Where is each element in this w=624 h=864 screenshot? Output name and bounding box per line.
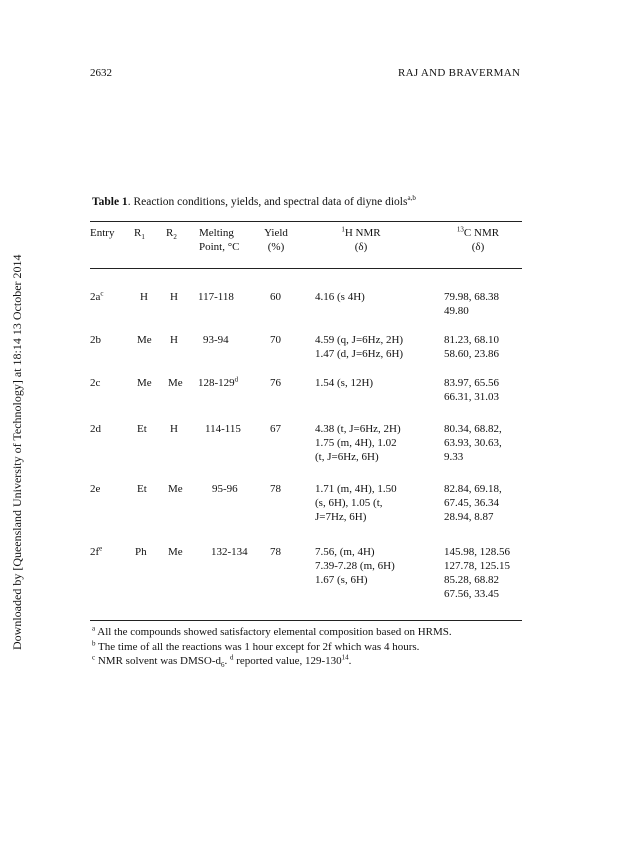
row-r2: Me	[168, 483, 183, 495]
col-h-nmr: $^1$H NMR (δ)	[341, 225, 381, 253]
row-r2: H	[170, 423, 178, 435]
col-entry: Entry	[90, 227, 115, 239]
col-yield: Yield (%)	[264, 227, 288, 253]
row-h-nmr: 1.71 (m, 4H), 1.50 (s, 6H), 1.05 (t, J=7Hz, 6H)	[315, 483, 397, 523]
row-r2: H	[170, 334, 178, 346]
row-entry: 2e	[90, 483, 101, 495]
row-yield: 60	[270, 291, 281, 303]
table-label: Table 1	[92, 196, 128, 208]
row-r1: Me	[137, 377, 152, 389]
row-h-nmr: 4.38 (t, J=6Hz, 2H) 1.75 (m, 4H), 1.02 (t, J=6Hz, 6H)	[315, 423, 401, 463]
col-r1: $R_1$	[134, 227, 145, 242]
row-c-nmr: 82.84, 69.18, 67.45, 36.34 28.94, 8.87	[444, 483, 502, 523]
row-yield: 76	[270, 377, 281, 389]
row-c-nmr: 81.23, 68.10 58.60, 23.86	[444, 334, 499, 360]
row-h-nmr: 1.54 (s, 12H)	[315, 377, 374, 389]
row-entry: $2f^e$	[90, 544, 103, 558]
col-c-nmr: $^{13}$C NMR (δ)	[456, 225, 500, 253]
row-melting-point: 95-96	[212, 483, 238, 495]
col-r2: $R_2$	[166, 227, 177, 242]
bottom-rule	[90, 620, 522, 621]
row-melting-point: 132-134	[211, 546, 248, 558]
row-r1: Et	[137, 423, 147, 435]
row-r1: Ph	[135, 546, 147, 558]
row-yield: 78	[270, 483, 281, 495]
top-rule	[90, 221, 522, 222]
row-melting-point: 93-94	[203, 334, 229, 346]
table-caption-marks: a,b	[407, 194, 416, 203]
header-rule	[90, 268, 522, 269]
row-yield: 78	[270, 546, 281, 558]
row-c-nmr: 79.98, 68.38 49.80	[444, 291, 499, 317]
col-melting-point: Melting Point, °C	[199, 227, 240, 253]
row-h-nmr: 4.16 (s 4H)	[315, 291, 365, 303]
row-entry: 2c	[90, 377, 101, 389]
page-number: 2632	[90, 67, 112, 79]
row-r2: Me	[168, 377, 183, 389]
row-melting-point: 128-129$^d$	[198, 375, 239, 389]
row-entry: $2a^c$	[90, 289, 104, 303]
row-entry: 2b	[90, 334, 101, 346]
table-caption-text: . Reaction conditions, yields, and spectral data of diyne diols	[127, 196, 408, 208]
row-yield: 67	[270, 423, 281, 435]
row-r1: Et	[137, 483, 147, 495]
table-caption	[92, 196, 416, 208]
row-c-nmr: 145.98, 128.56 127.78, 125.15 85.28, 68.82 67.56, 33.45	[444, 546, 510, 600]
row-c-nmr: 80.34, 68.82, 63.93, 30.63, 9.33	[444, 423, 502, 463]
footnote-a: $^a$ All the compounds showed satisfactory elemental composition based on HRMS.	[92, 624, 452, 638]
row-melting-point: 114-115	[205, 423, 241, 435]
row-yield: 70	[270, 334, 281, 346]
row-entry: 2d	[90, 423, 101, 435]
row-r2: Me	[168, 546, 183, 558]
row-r2: H	[170, 291, 178, 303]
row-r1: Me	[137, 334, 152, 346]
row-melting-point: 117-118	[198, 291, 234, 303]
footnote-c-d: $^c$ NMR solvent was DMSO-$d_6$. $^d$ reported value, $129-130^{14}$.	[92, 653, 352, 670]
download-side-note: Downloaded by [Queensland University of Technology] at 18:14 13 October 2014	[10, 254, 24, 650]
row-h-nmr: 4.59 (q, J=6Hz, 2H) 1.47 (d, J=6Hz, 6H)	[315, 334, 404, 360]
running-head: RAJ AND BRAVERMAN	[398, 67, 521, 79]
footnote-b: $^b$ The time of all the reactions was 1 hour except for 2f which was 4 hours.	[92, 638, 420, 653]
row-h-nmr: 7.56, (m, 4H) 7.39-7.28 (m, 6H) 1.67 (s, 6H)	[315, 546, 395, 586]
row-c-nmr: 83.97, 65.56 66.31, 31.03	[444, 377, 499, 403]
row-r1: H	[140, 291, 148, 303]
table-footnotes	[92, 625, 452, 669]
